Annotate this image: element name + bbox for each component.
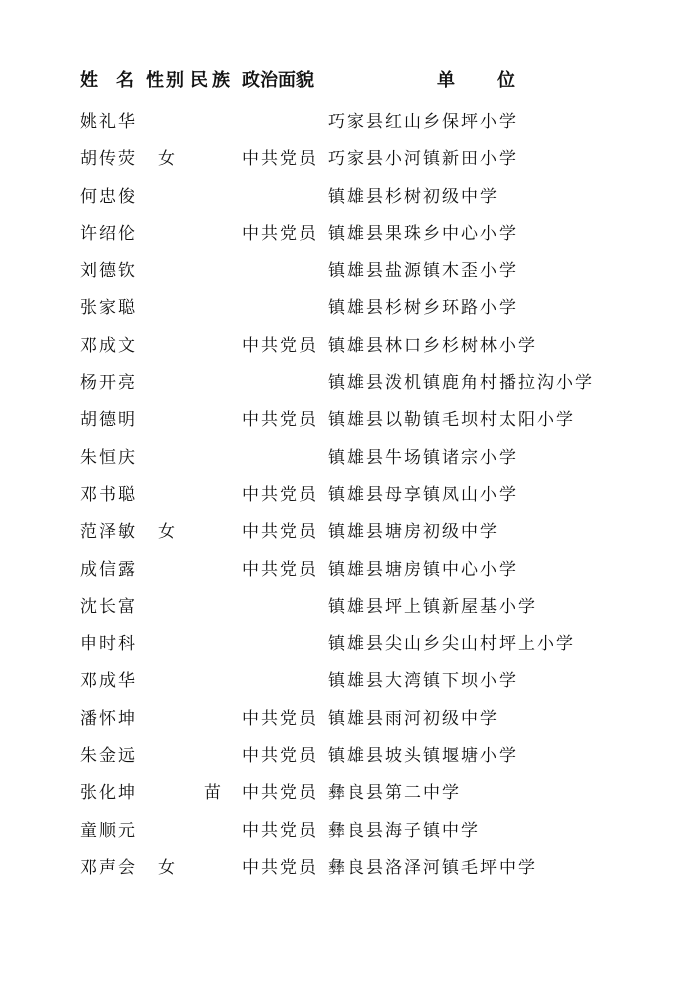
row-unit: 巧家县红山乡保坪小学 <box>328 112 518 132</box>
table-row <box>0 402 699 439</box>
row-name: 邓声会 <box>80 857 137 878</box>
row-party: 中共党员 <box>242 559 318 580</box>
row-name: 杨开亮 <box>80 373 137 394</box>
table-row <box>0 663 699 700</box>
row-unit: 彝良县洛泽河镇毛坪中学 <box>328 857 537 878</box>
row-party: 中共党员 <box>242 708 318 729</box>
header-gender: 性别 <box>146 70 186 91</box>
row-party: 中共党员 <box>242 522 318 543</box>
row-unit: 镇雄县塘房初级中学 <box>328 522 499 543</box>
row-unit: 镇雄县尖山乡尖山村坪上小学 <box>328 634 575 655</box>
row-name: 胡德明 <box>80 410 137 431</box>
table-row <box>0 365 699 402</box>
row-name: 姚礼华 <box>80 112 137 132</box>
row-party: 中共党员 <box>242 820 318 841</box>
row-party: 中共党员 <box>242 857 318 878</box>
row-gender: 女 <box>158 857 177 878</box>
row-name: 邓成华 <box>80 671 137 692</box>
row-name: 邓成文 <box>80 335 137 356</box>
row-gender: 女 <box>158 149 177 170</box>
table-row <box>0 141 699 178</box>
table-row <box>0 738 699 775</box>
row-name: 范泽敏 <box>80 522 137 543</box>
row-name: 朱金远 <box>80 746 137 767</box>
table-body <box>0 104 699 887</box>
row-unit: 镇雄县母享镇凤山小学 <box>328 484 518 505</box>
row-party: 中共党员 <box>242 484 318 505</box>
row-party: 中共党员 <box>242 746 318 767</box>
row-unit: 镇雄县果珠乡中心小学 <box>328 223 518 244</box>
row-name: 邓书聪 <box>80 484 137 505</box>
row-unit: 镇雄县杉树初级中学 <box>328 186 499 207</box>
table-row <box>0 552 699 589</box>
row-party: 中共党员 <box>242 335 318 356</box>
row-party: 中共党员 <box>242 410 318 431</box>
table-row <box>0 626 699 663</box>
row-name: 胡传荧 <box>80 149 137 170</box>
row-unit: 镇雄县塘房镇中心小学 <box>328 559 518 580</box>
row-name: 许绍伦 <box>80 223 137 244</box>
row-unit: 彝良县第二中学 <box>328 783 461 804</box>
row-name: 潘怀坤 <box>80 708 137 729</box>
row-unit: 彝良县海子镇中学 <box>328 820 480 841</box>
header-ethnicity: 民族 <box>190 70 234 91</box>
table-row <box>0 813 699 850</box>
row-unit: 镇雄县坡头镇堰塘小学 <box>328 746 518 767</box>
table-row <box>0 477 699 514</box>
row-unit: 镇雄县坪上镇新屋基小学 <box>328 596 537 617</box>
row-name: 张家聪 <box>80 298 137 319</box>
table-row <box>0 253 699 290</box>
table-row <box>0 328 699 365</box>
row-party: 中共党员 <box>242 149 318 170</box>
row-unit: 巧家县小河镇新田小学 <box>328 149 518 170</box>
table-row <box>0 104 699 141</box>
row-name: 刘德钦 <box>80 261 137 282</box>
table-row <box>0 440 699 477</box>
table-row <box>0 514 699 551</box>
table-row <box>0 179 699 216</box>
row-party: 中共党员 <box>242 783 318 804</box>
header-name: 姓名 <box>80 70 152 91</box>
table-row <box>0 775 699 812</box>
row-unit: 镇雄县林口乡杉树林小学 <box>328 335 537 356</box>
row-unit: 镇雄县泼机镇鹿角村播拉沟小学 <box>328 373 594 394</box>
row-name: 何忠俊 <box>80 186 137 207</box>
row-name: 童顺元 <box>80 820 137 841</box>
table-row <box>0 589 699 626</box>
row-unit: 镇雄县雨河初级中学 <box>328 708 499 729</box>
row-name: 张化坤 <box>80 783 137 804</box>
row-name: 成信露 <box>80 559 137 580</box>
header-unit: 单位 <box>437 70 557 91</box>
row-unit: 镇雄县以勒镇毛坝村太阳小学 <box>328 410 575 431</box>
table-row <box>0 216 699 253</box>
row-gender: 女 <box>158 522 177 543</box>
row-unit: 镇雄县盐源镇木歪小学 <box>328 261 518 282</box>
row-name: 沈长富 <box>80 596 137 617</box>
table-row <box>0 701 699 738</box>
row-name: 朱恒庆 <box>80 447 137 468</box>
row-ethnicity: 苗 <box>204 783 223 804</box>
header-party: 政治面貌 <box>242 70 314 91</box>
row-party: 中共党员 <box>242 223 318 244</box>
table-row <box>0 850 699 887</box>
row-unit: 镇雄县杉树乡环路小学 <box>328 298 518 319</box>
row-unit: 镇雄县大湾镇下坝小学 <box>328 671 518 692</box>
table-header <box>0 66 699 96</box>
row-name: 申时科 <box>80 634 137 655</box>
row-unit: 镇雄县牛场镇诸宗小学 <box>328 447 518 468</box>
table-row <box>0 290 699 327</box>
